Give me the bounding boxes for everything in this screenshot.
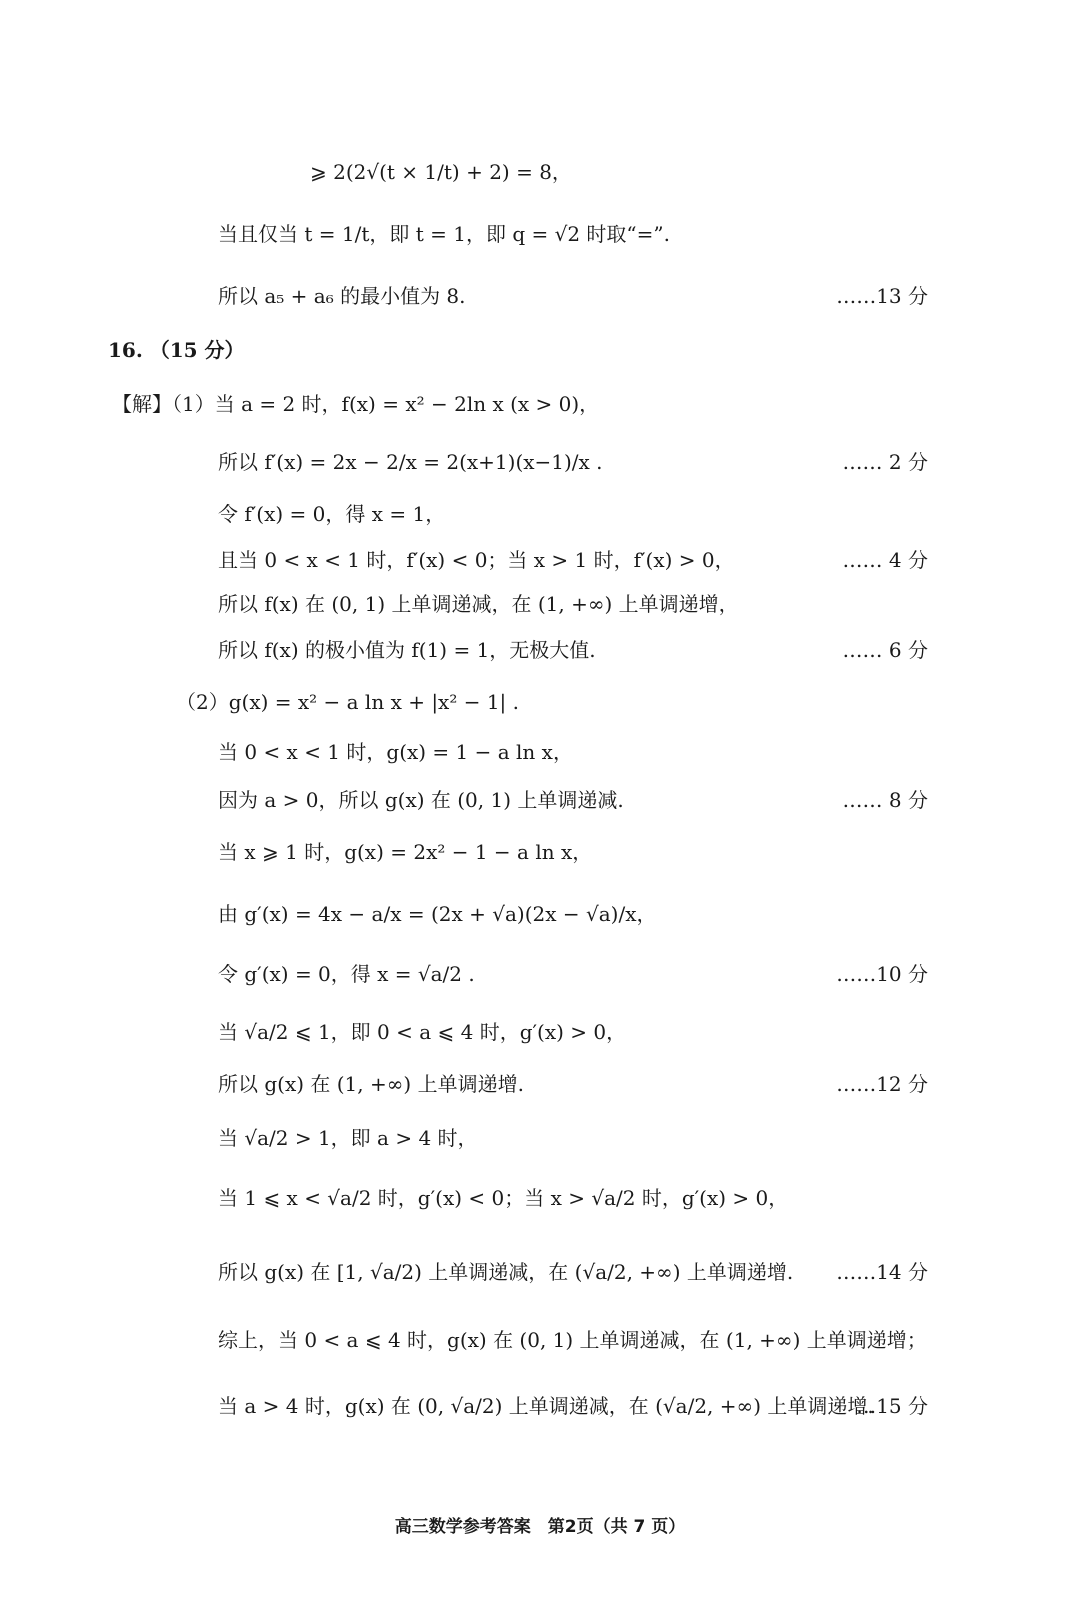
line-13: 因为 a > 0，所以 g(x) 在 (0, 1) 上单调递减. — [218, 788, 624, 812]
line-18: 所以 g(x) 在 (1, +∞) 上单调递增. — [218, 1072, 524, 1096]
line-17: 当 √a/2 ⩽ 1，即 0 < a ⩽ 4 时，g′(x) > 0， — [218, 1020, 627, 1044]
line-21: 所以 g(x) 在 [1, √a/2) 上单调递减，在 (√a/2, +∞) 上单调递增. — [218, 1260, 794, 1284]
score-15: …15 分 — [856, 1394, 928, 1418]
line-1: ⩾ 2(2√(t × 1/t) + 2) = 8， — [310, 160, 572, 184]
line-23: 当 a > 4 时，g(x) 在 (0, √a/2) 上单调递减，在 (√a/2, +∞) 上单调递增. — [218, 1394, 874, 1418]
score-12: ……12 分 — [836, 1072, 928, 1096]
score-2: …… 2 分 — [842, 450, 928, 474]
page-footer: 高三数学参考答案 第2页（共 7 页） — [394, 1517, 686, 1537]
question-header: 16. （15 分） — [108, 338, 245, 362]
score-10: ……10 分 — [836, 962, 928, 986]
line-5: 【解】（1）当 a = 2 时，f(x) = x² − 2ln x (x > 0)， — [112, 392, 600, 416]
score-14: ……14 分 — [836, 1260, 928, 1284]
score-13: ……13 分 — [836, 284, 928, 308]
line-8: 且当 0 < x < 1 时，f′(x) < 0；当 x > 1 时，f′(x) > 0， — [218, 548, 735, 572]
line-7: 令 f′(x) = 0，得 x = 1， — [218, 502, 446, 526]
line-14: 当 x ⩾ 1 时，g(x) = 2x² − 1 − a ln x， — [218, 840, 593, 864]
line-9: 所以 f(x) 在 (0, 1) 上单调递减，在 (1, +∞) 上单调递增， — [218, 592, 739, 616]
line-22: 综上，当 0 < a ⩽ 4 时，g(x) 在 (0, 1) 上单调递减，在 (1, +∞) 上单调递增； — [218, 1328, 927, 1352]
score-8: …… 8 分 — [842, 788, 928, 812]
line-15: 由 g′(x) = 4x − a/x = (2x + √a)(2x − √a)/x， — [218, 902, 657, 926]
line-10: 所以 f(x) 的极小值为 f(1) = 1，无极大值. — [218, 638, 596, 662]
score-6: …… 6 分 — [842, 638, 928, 662]
line-2: 当且仅当 t = 1/t，即 t = 1，即 q = √2 时取“=”. — [218, 222, 670, 246]
line-11: （2）g(x) = x² − a ln x + |x² − 1| . — [176, 690, 520, 714]
line-12: 当 0 < x < 1 时，g(x) = 1 − a ln x， — [218, 740, 573, 764]
score-4: …… 4 分 — [842, 548, 928, 572]
line-19: 当 √a/2 > 1，即 a > 4 时， — [218, 1126, 478, 1150]
line-6: 所以 f′(x) = 2x − 2/x = 2(x+1)(x−1)/x . — [218, 450, 603, 474]
line-16: 令 g′(x) = 0，得 x = √a/2 . — [218, 962, 475, 986]
line-20: 当 1 ⩽ x < √a/2 时，g′(x) < 0；当 x > √a/2 时，g′(x) > 0， — [218, 1186, 789, 1210]
line-3: 所以 a₅ + a₆ 的最小值为 8. — [218, 284, 466, 308]
